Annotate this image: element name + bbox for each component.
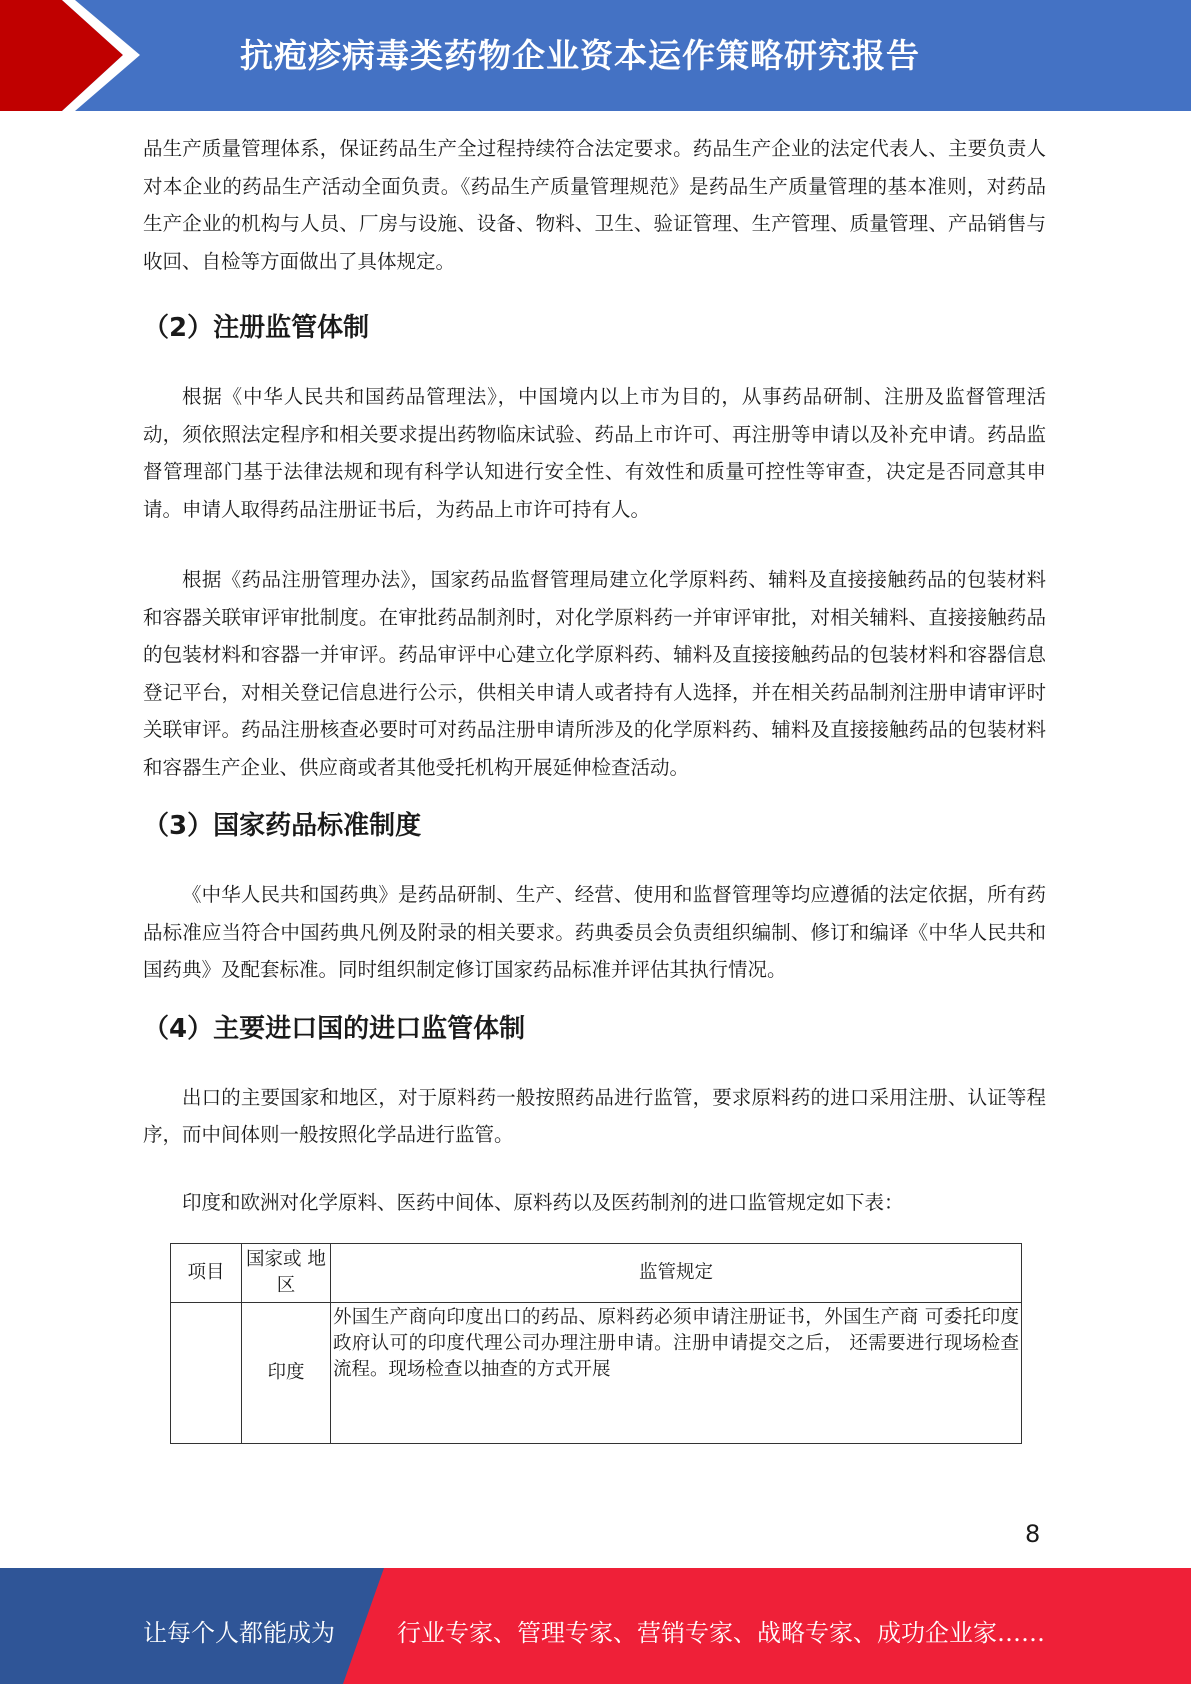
table-cell: 外国生产商向印度出口的药品、原料药必须申请注册证书，外国生产商 可委托印度政府认可的印度代理公司办理注册申请。注册申请提交之后， 还需要进行现场检查流程。现场检查以抽查的方式开展: [331, 1303, 1022, 1444]
footer-slogan-left: 让每个人都能成为: [143, 1619, 335, 1647]
table-header-cell: 监管规定: [331, 1244, 1022, 1303]
section-heading: （3）国家药品标准制度: [143, 811, 422, 841]
paragraph: 出口的主要国家和地区，对于原料药一般按照药品进行监管，要求原料药的进口采用注册、认证等程序，而中间体则一般按照化学品进行监管。: [143, 1085, 1046, 1146]
table-cell: [171, 1303, 242, 1444]
table-header-row: [171, 1244, 1022, 1303]
table-cell: 印度: [242, 1303, 331, 1444]
paragraph: 品生产质量管理体系，保证药品生产全过程持续符合法定要求。药品生产企业的法定代表人、主要负责人对本企业的药品生产活动全面负责。《药品生产质量管理规范》是药品生产质量管理的基本准则，对药品生产企业的机构与人员、厂房与设施、设备、物料、卫生、验证管理、生产管理、质量管理、产品销售与收回、自检等方面做出了具体规定。: [143, 137, 1046, 273]
footer-slogan-right: 行业专家、管理专家、营销专家、战略专家、成功企业家……: [397, 1619, 1045, 1647]
import-regulation-table: [170, 1243, 1022, 1444]
main-content: [143, 130, 1046, 1663]
table-header-cell: 项目: [171, 1244, 242, 1303]
table-row: [171, 1303, 1022, 1444]
paragraph: 《中华人民共和国药典》是药品研制、生产、经营、使用和监督管理等均应遵循的法定依据，所有药品标准应当符合中国药典凡例及附录的相关要求。药典委员会负责组织编制、修订和编译《中华人民共和国药典》及配套标准。同时组织制定修订国家药品标准并评估其执行情况。: [143, 883, 1046, 981]
page-footer: [0, 1568, 1191, 1684]
section-heading: （2）注册监管体制: [143, 313, 370, 343]
paragraph: 根据《药品注册管理办法》，国家药品监督管理局建立化学原料药、辅料及直接接触药品的包装材料和容器关联审评审批制度。在审批药品制剂时，对化学原料药一并审评审批，对相关辅料、直接接触药品的包装材料和容器一并审评。药品审评中心建立化学原料药、辅料及直接接触药品的包装材料和容器信息登记平台，对相关登记信息进行公示，供相关申请人或者持有人选择，并在相关药品制剂注册申请审评时关联审评。药品注册核查必要时可对药品注册申请所涉及的化学原料药、辅料及直接接触药品的包装材料和容器生产企业、供应商或者其他受托机构开展延伸检查活动。: [143, 568, 1046, 779]
paragraph: 印度和欧洲对化学原料、医药中间体、原料药以及医药制剂的进口监管规定如下表：: [182, 1190, 904, 1214]
report-title: 抗疱疹病毒类药物企业资本运作策略研究报告: [240, 36, 920, 75]
table-header-cell: 国家或 地区: [242, 1244, 331, 1303]
section-heading: （4）主要进口国的进口监管体制: [143, 1013, 526, 1044]
paragraph: 根据《中华人民共和国药品管理法》，中国境内以上市为目的，从事药品研制、注册及监督管理活动，须依照法定程序和相关要求提出药物临床试验、药品上市许可、再注册等申请以及补充申请。药品监督管理部门基于法律法规和现有科学认知进行安全性、有效性和质量可控性等审查，决定是否同意其申请。申请人取得药品注册证书后，为药品上市许可持有人。: [143, 385, 1046, 521]
page-header: [0, 0, 1191, 111]
page-number: 8: [1025, 1520, 1041, 1548]
